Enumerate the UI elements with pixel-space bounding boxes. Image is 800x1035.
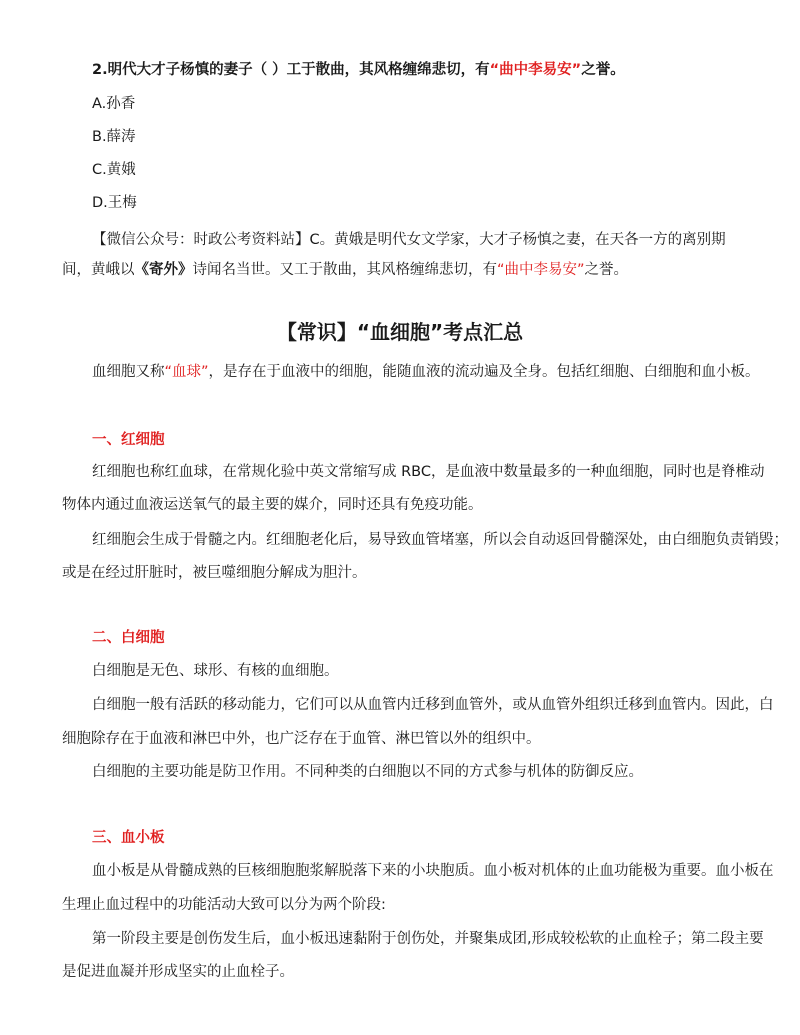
question-highlight: “曲中李易安” [489, 62, 582, 78]
section-heading-white-cells: 二、白细胞 [92, 630, 165, 646]
section-heading-platelets: 三、血小板 [92, 830, 165, 846]
option-d: D.王梅 [92, 195, 137, 211]
section-1-line-2: 物体内通过血液运送氧气的最主要的媒介，同时还具有免疫功能。 [62, 497, 483, 513]
section-2-line-3: 细胞除存在于血液和淋巴中外，也广泛存在于血管、淋巴管以外的组织中。 [62, 731, 541, 747]
answer-line-2 [62, 260, 628, 280]
article-title: 【常识】“血细胞”考点汇总 [276, 320, 524, 344]
section-2-line-4: 白细胞的主要功能是防卫作用。不同种类的白细胞以不同的方式参与机体的防御反应。 [92, 764, 643, 780]
section-3-line-1: 血小板是从骨髓成熟的巨核细胞胞浆解脱落下来的小块胞质。血小板对机体的止血功能极为重要。血小板在 [92, 863, 774, 879]
answer-text-c: 之誉。 [584, 262, 629, 278]
intro-highlight: “血球” [164, 364, 209, 380]
section-3-line-4: 是促进血凝并形成坚实的止血栓子。 [62, 964, 294, 980]
section-1-line-3: 红细胞会生成于骨髓之内。红细胞老化后，易导致血管堵塞，所以会自动返回骨髓深处，由白细胞负责销毁； [92, 532, 788, 548]
option-c: C.黄娥 [92, 162, 136, 178]
intro-text-a: 血细胞又称 [92, 364, 165, 380]
question-text [92, 60, 625, 80]
answer-text-a: 间，黄峨以 [62, 262, 135, 278]
section-3-line-3: 第一阶段主要是创伤发生后，血小板迅速黏附于创伤处，并聚集成团,形成较松软的止血栓子；第二段主要 [92, 931, 764, 947]
question-stem: 2.明代大才子杨慎的妻子（ ）工于散曲，其风格缠绵悲切，有 [92, 62, 490, 78]
section-1-line-1: 红细胞也称红血球，在常规化验中英文常缩写成 RBC，是血液中数量最多的一种血细胞，同时也是脊椎动 [92, 464, 765, 480]
section-2-line-1: 白细胞是无色、球形、有核的血细胞。 [92, 663, 339, 679]
section-2-line-2: 白细胞一般有活跃的移动能力，它们可以从血管内迁移到血管外，或从血管外组织迁移到血管内。因此，白 [92, 697, 774, 713]
answer-line-1: 【微信公众号：时政公考资料站】C。黄娥是明代女文学家，大才子杨慎之妻，在天各一方的离别期 [92, 232, 726, 248]
section-1-line-4: 或是在经过肝脏时，被巨噬细胞分解成为胆汁。 [62, 565, 367, 581]
section-3-line-2: 生理止血过程中的功能活动大致可以分为两个阶段: [62, 897, 386, 913]
intro-text-b: ，是存在于血液中的细胞，能随血液的流动遍及全身。包括红细胞、白细胞和血小板。 [208, 364, 760, 380]
question-tail: 之誉。 [581, 62, 625, 78]
answer-poem-title: 《寄外》 [134, 262, 193, 278]
answer-text-b: 诗闻名当世。又工于散曲，其风格缠绵悲切，有 [192, 262, 497, 278]
option-b: B.薛涛 [92, 129, 136, 145]
option-a: A.孙香 [92, 96, 136, 112]
section-heading-red-cells: 一、红细胞 [92, 432, 165, 448]
answer-highlight: “曲中李易安” [497, 262, 585, 278]
article-intro [92, 362, 760, 382]
